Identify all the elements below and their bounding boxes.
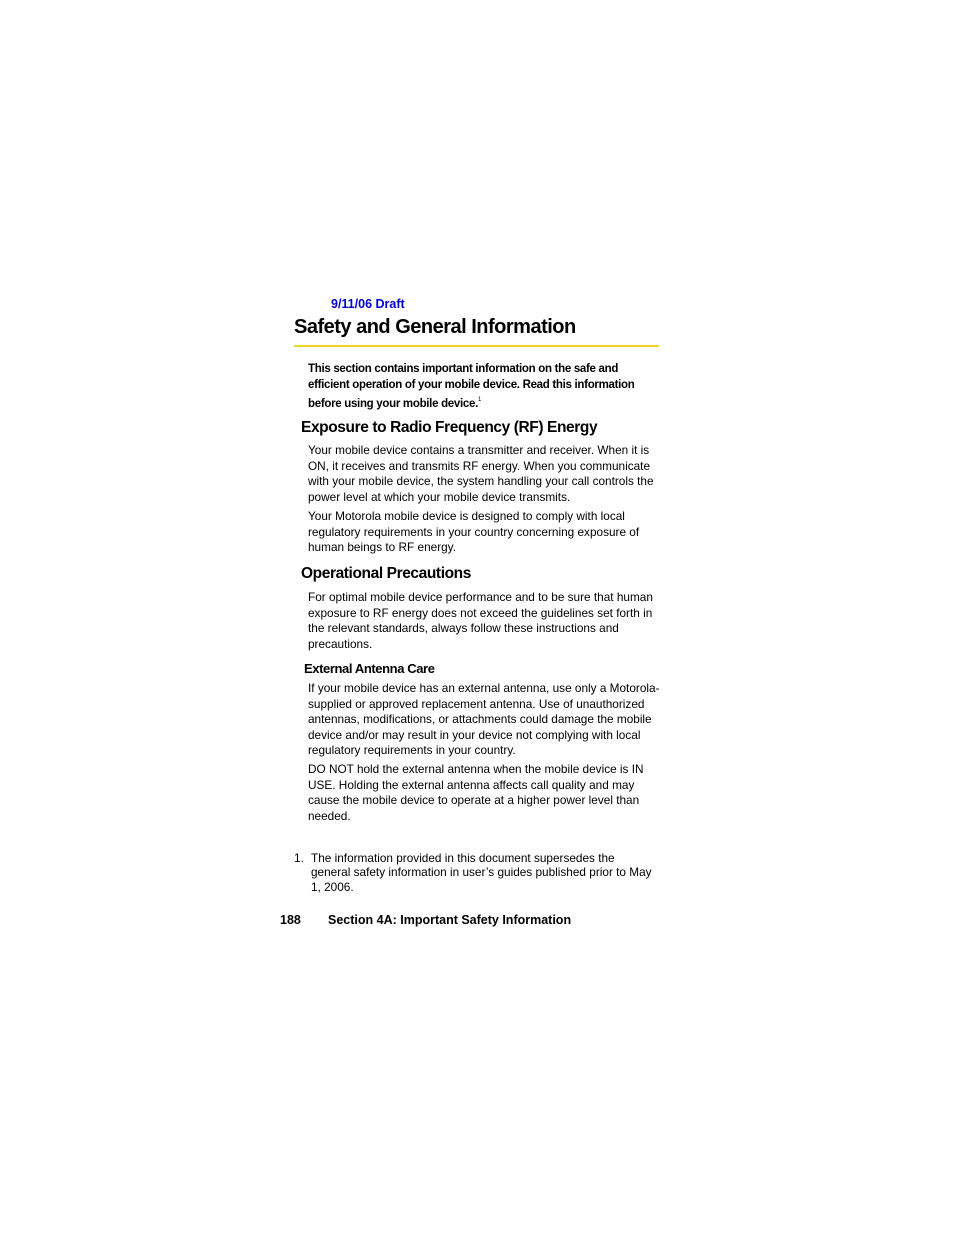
rf-paragraph-1: Your mobile device contains a transmitter and receiver. When it is ON, it receives and transmits RF energy. When you communicate with your mobile device, the system handling your call controls the power level at which your mobile device transmits. bbox=[308, 443, 654, 504]
antenna-paragraph-1: If your mobile device has an external antenna, use only a Motorola-supplied or approved replacement antenna. Use of unauthorized antennas, modifications, or attachments could damage the mobile device and/or may result in your device not complying with local regulatory requirements in your country. bbox=[308, 681, 660, 757]
draft-label: 9/11/06 Draft bbox=[331, 297, 405, 311]
title-divider bbox=[294, 345, 659, 347]
heading-rf-exposure: Exposure to Radio Frequency (RF) Energy bbox=[301, 419, 598, 436]
heading-external-antenna-care: External Antenna Care bbox=[304, 661, 435, 676]
footnote-number: 1. bbox=[294, 851, 304, 865]
intro-text: This section contains important information on the safe and efficient operation of your mobile device. Read this information before using your mobile device. bbox=[308, 363, 635, 410]
footnote-ref[interactable]: 1 bbox=[477, 397, 482, 403]
heading-operational-precautions: Operational Precautions bbox=[301, 565, 471, 582]
footnote-text: The information provided in this document supersedes the general safety information in user’s guides published prior to May 1, 2006. bbox=[311, 851, 652, 894]
rf-paragraph-2: Your Motorola mobile device is designed to comply with local regulatory requirements in your country concerning exposure of human beings to RF energy. bbox=[308, 509, 640, 554]
page-number: 188 bbox=[280, 913, 301, 927]
antenna-paragraph-2: DO NOT hold the external antenna when the mobile device is IN USE. Holding the external antenna affects call quality and may cause the mobile device to operate at a higher power level than needed. bbox=[308, 762, 644, 823]
footer-section-title: Section 4A: Important Safety Information bbox=[328, 913, 572, 927]
intro-paragraph bbox=[308, 362, 660, 413]
page-title: Safety and General Information bbox=[294, 316, 576, 338]
precautions-paragraph: For optimal mobile device performance and to be sure that human exposure to RF energy does not exceed the guidelines set forth in the relevant standards, always follow these instructions and precautions. bbox=[308, 590, 653, 651]
footnote bbox=[294, 851, 654, 894]
